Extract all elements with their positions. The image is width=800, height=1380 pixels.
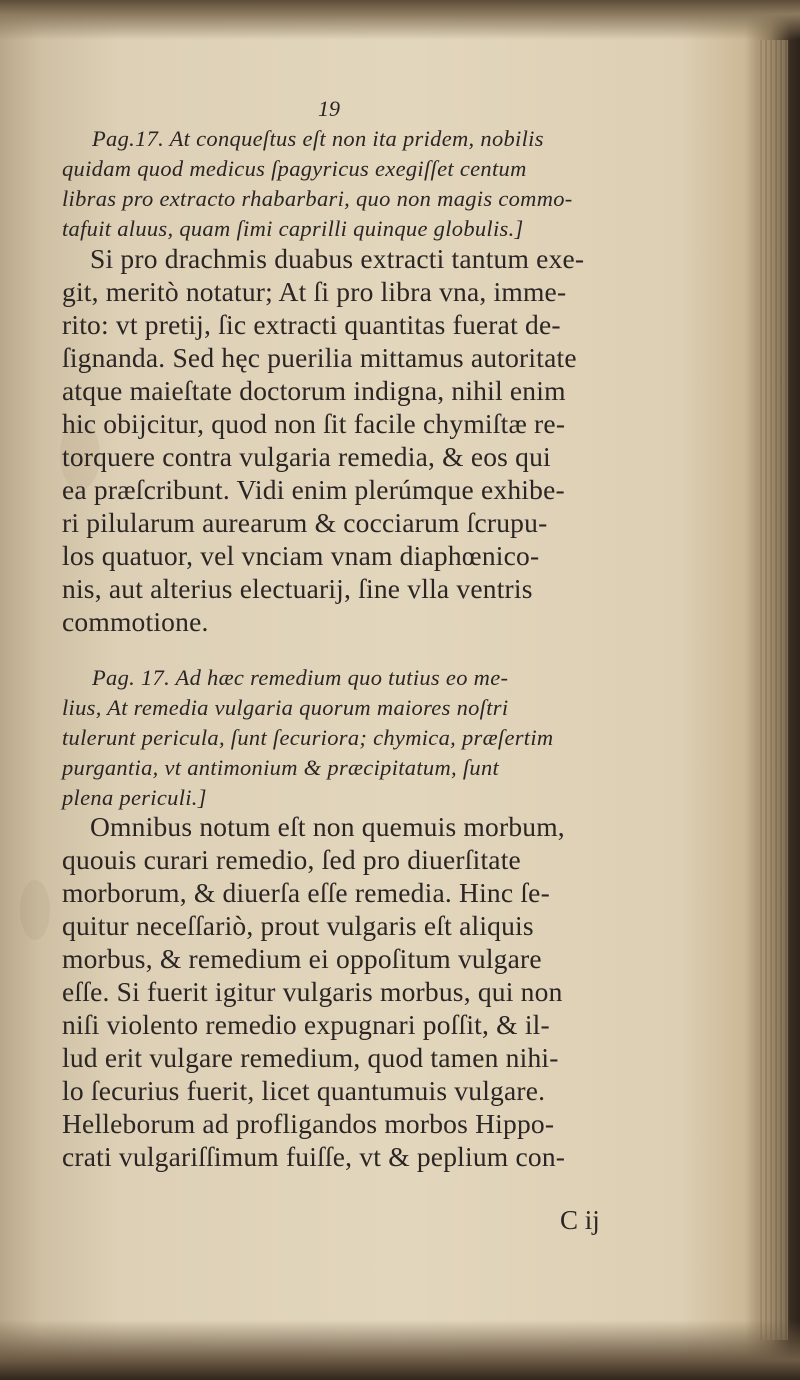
- bottom-shadow: [0, 1320, 800, 1380]
- text-line: hic obijcitur, quod non ſit facile chymiſtæ re-: [62, 408, 566, 439]
- text-line: atque maieſtate doctorum indigna, nihil enim: [62, 375, 566, 406]
- text-line: ſignanda. Sed hęc puerilia mittamus autoritate: [62, 342, 577, 373]
- page-number: 19: [318, 96, 340, 121]
- text-line: Si pro drachmis duabus extracti tantum exe-: [90, 243, 585, 274]
- text-line: torquere contra vulgaria remedia, & eos qui: [62, 441, 551, 472]
- text-line: git, meritò notatur; At ſi pro libra vna, imme-: [62, 276, 567, 307]
- note-line: quidam quod medicus ſpagyricus exegiſſet centum: [62, 156, 527, 181]
- text-line: lo ſecurius fuerit, licet quantumuis vulgare.: [62, 1075, 546, 1106]
- text-line: quouis curari remedio, ſed pro diuerſitate: [62, 844, 521, 875]
- note-line: libras pro extracto rhabarbari, quo non magis commo-: [62, 186, 573, 211]
- text-line: rito: vt pretij, ſic extracti quantitas fuerat de-: [62, 309, 561, 340]
- stain: [20, 880, 50, 940]
- text-line: morborum, & diuerſa eſſe remedia. Hinc ſe-: [62, 877, 550, 908]
- note-line: lius, At remedia vulgaria quorum maiores noſtri: [62, 695, 509, 720]
- note-line: tulerunt pericula, ſunt ſecuriora; chymica, præſertim: [62, 725, 554, 750]
- page-edges: [758, 40, 788, 1340]
- text-line: niſi violento remedio expugnari poſſit, & il-: [62, 1009, 550, 1040]
- signature-mark: C ij: [560, 1205, 600, 1235]
- text-line: lud erit vulgare remedium, quod tamen nihi-: [62, 1042, 559, 1073]
- marginal-note-2: [62, 663, 632, 813]
- top-shadow: [0, 0, 800, 40]
- text-line: Helleborum ad profligandos morbos Hippo-: [62, 1108, 555, 1139]
- text-line: commotione.: [62, 606, 209, 637]
- text-line: los quatuor, vel vnciam vnam diaphœnico-: [62, 540, 540, 571]
- paragraph-2: [62, 810, 632, 1173]
- text-line: Omnibus notum eſt non quemuis morbum,: [90, 811, 565, 842]
- text-line: nis, aut alterius electuarij, ſine vlla ventris: [62, 573, 533, 604]
- note-line: Pag. 17. Ad hæc remedium quo tutius eo me-: [92, 665, 509, 690]
- text-line: quitur neceſſariò, prout vulgaris eſt aliquis: [62, 910, 534, 941]
- text-line: ea præſcribunt. Vidi enim plerúmque exhibe-: [62, 474, 565, 505]
- text-line: ri pilularum aurearum & cocciarum ſcrupu-: [62, 507, 548, 538]
- text-line: eſſe. Si fuerit igitur vulgaris morbus, qui non: [62, 976, 563, 1007]
- note-line: plena periculi.]: [62, 785, 207, 810]
- paragraph-1: [62, 242, 632, 638]
- text-line: morbus, & remedium ei oppoſitum vulgare: [62, 943, 542, 974]
- note-line: Pag.17. At conqueſtus eſt non ita pridem, nobilis: [92, 126, 544, 151]
- marginal-note-1: [62, 124, 632, 244]
- note-line: purgantia, vt antimonium & præcipitatum, ſunt: [62, 755, 500, 780]
- note-line: tafuit aluus, quam ſimi caprilli quinque globulis.]: [62, 216, 524, 241]
- text-line: crati vulgariſſimum fuiſſe, vt & peplium con-: [62, 1141, 566, 1172]
